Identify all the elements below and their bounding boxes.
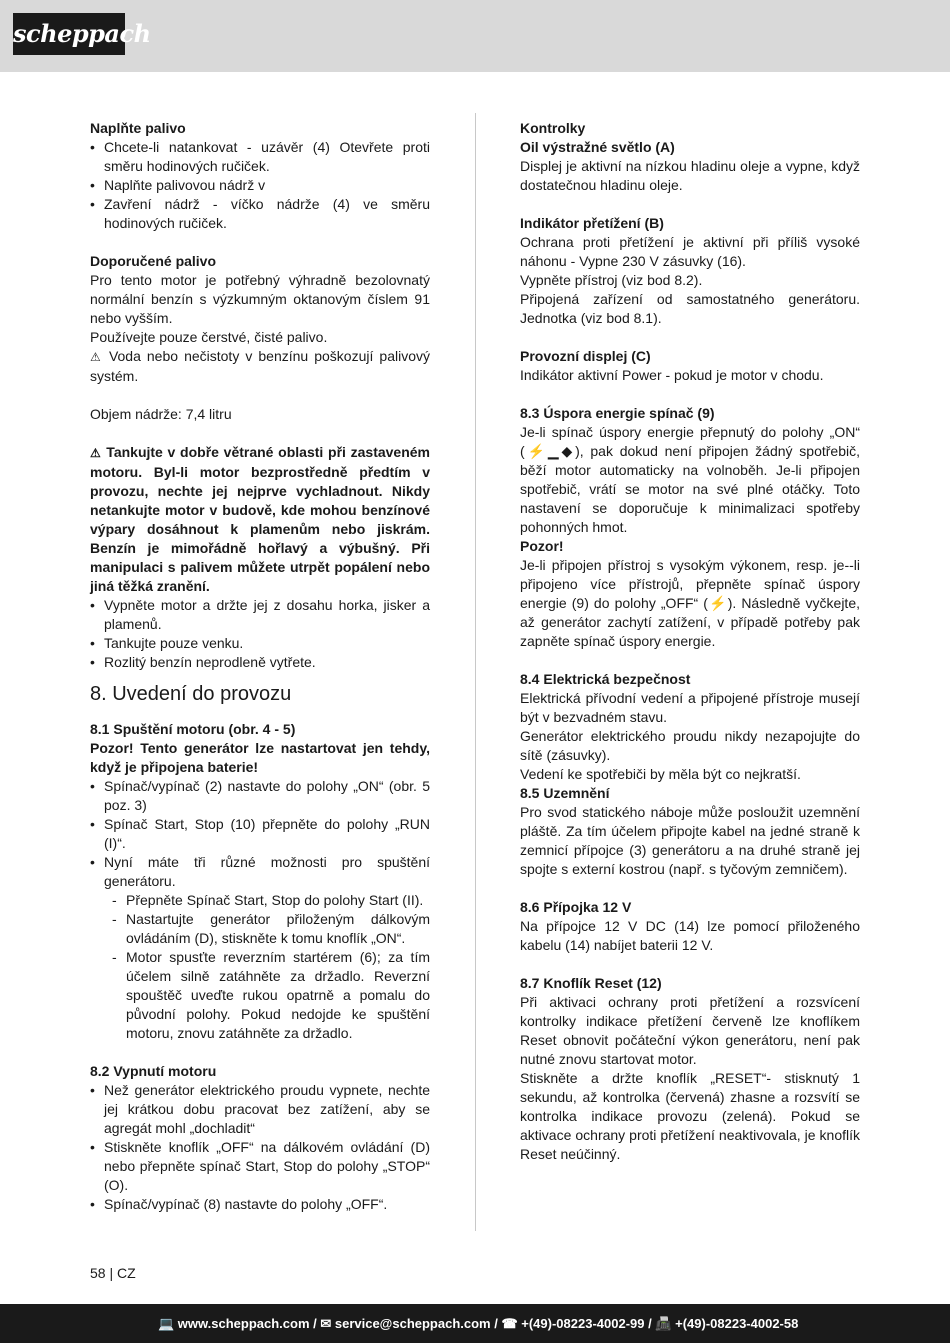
paragraph: Pro svod statického náboje může posloužit uzemnění pláště. Za tím účelem připojte kabel na jedné straně k zemnicí přípojce (3) generátoru a na druhé straně jej spojte s externí kostrou (např. s tyčovým zemničem). xyxy=(520,804,860,877)
list-item: • Tankujte pouze venku. xyxy=(90,634,430,653)
list-item: • Zavření nádrž - víčko nádrže (4) ve směru hodinových ručiček. xyxy=(90,195,430,233)
section-heading: 8. Uvedení do provozu xyxy=(90,683,292,705)
start-options-list xyxy=(90,891,430,1043)
recommended-fuel-heading: Doporučené palivo xyxy=(90,253,217,269)
paragraph: Na přípojce 12 V DC (14) lze pomocí přiloženého kabelu (14) nabíjet baterii 12 V. xyxy=(520,918,860,953)
fuel-list xyxy=(90,138,430,233)
list-item: • Nyní máte tři různé možnosti pro spuštění generátoru. xyxy=(90,853,430,891)
subsection-heading: Oil výstražné světlo (A) xyxy=(520,139,675,155)
list-item: • Než generátor elektrického proudu vypnete, nechte jej krátkou dobu pracovat bez zatížení, aby se agregát mohl „dochladit“ xyxy=(90,1081,430,1138)
subsection-heading: Provozní displej (C) xyxy=(520,348,651,364)
paragraph: Displej je aktivní na nízkou hladinu oleje a vypne, když dostatečnou hladinu oleje. xyxy=(520,158,860,193)
subsection-heading: 8.4 Elektrická bezpečnost xyxy=(520,671,691,687)
subsection-heading: 8.6 Přípojka 12 V xyxy=(520,899,632,915)
list-item: • Spínač/vypínač (2) nastavte do polohy „ON“ (obr. 5 poz. 3) xyxy=(90,777,430,815)
paragraph: Vypněte přístroj (viz bod 8.2). xyxy=(520,272,703,288)
page-footer xyxy=(0,1304,950,1343)
list-item: • Stiskněte knoflík „OFF“ na dálkovém ovládání (D) nebo přepněte spínač Start, Stop do polohy „STOP“ (O). xyxy=(90,1138,430,1195)
stop-list xyxy=(90,1081,430,1214)
fuel-heading: Naplňte palivo xyxy=(90,120,186,136)
subsection-heading: 8.7 Knoflík Reset (12) xyxy=(520,975,662,991)
bold-warning: ⚠ Tankujte v dobře větrané oblasti při zastaveném motoru. Byl-li motor bezprostředně předtím v provozu, nechte jej nejprve vychladnout. Nikdy netankujte motor v budově, kde mohou benzínové výpary dosáhnout k plamenům nebo jiskrám. Benzín je mimořádně hořlavý a výbušný. Při manipulaci s palivem můžete utrpět popálení nebo jiná těžká zranění. xyxy=(90,444,430,594)
paragraph: Používejte pouze čerstvé, čisté palivo. xyxy=(90,329,328,345)
paragraph: Připojená zařízení od samostatného generátoru. Jednotka (viz bod 8.1). xyxy=(520,291,860,326)
paragraph: Je-li spínač úspory energie přepnutý do polohy „ON“ (⚡▁◆), pak dokud není připojen žádný spotřebič, běží motor automaticky na volnoběh. Je-li připojen spotřebič, vrátí se motor na své plné otáčky. Toto nastavení se doporučuje k minimalizaci spotřeby pohonných hmot. xyxy=(520,424,860,535)
subsection-heading: 8.2 Vypnutí motoru xyxy=(90,1063,217,1079)
paragraph: Pro tento motor je potřebný výhradně bezolovnatý normální benzín s výzkumným oktanovým číslem 91 nebo vyšším. xyxy=(90,272,430,326)
subsection-heading: 8.3 Úspora energie spínač (9) xyxy=(520,405,715,421)
paragraph: Stiskněte a držte knoflík „RESET“- stisknutý 1 sekundu, až kontrolka (červená) zhasne a rozsvítí se kontrolka indikace provozu (zelená). Pokud se aktivace ochrany proti přetížení neaktivovala, je knoflík Reset neúčinný. xyxy=(520,1070,860,1162)
left-column xyxy=(90,119,430,1214)
warning-icon: ⚠ xyxy=(90,350,103,364)
subsection-heading: 8.5 Uzemnění xyxy=(520,785,610,801)
contact-info: 💻 www.scheppach.com / ✉ service@scheppach.com / ☎ +(49)-08223-4002-99 / 📠 +(49)-08223-4002-58 xyxy=(158,1316,799,1331)
list-item: • Vypněte motor a držte jej z dosahu horka, jisker a plamenů. xyxy=(90,596,430,634)
indicators-heading: Kontrolky xyxy=(520,120,586,136)
subsection-heading: Indikátor přetížení (B) xyxy=(520,215,664,231)
list-item: • Spínač Start, Stop (10) přepněte do polohy „RUN (I)“. xyxy=(90,815,430,853)
paragraph: Vedení ke spotřebiči by měla být co nejkratší. xyxy=(520,766,801,782)
list-item: • Spínač/vypínač (8) nastavte do polohy „OFF“. xyxy=(90,1195,430,1214)
list-item: - Přepněte Spínač Start, Stop do polohy Start (II). xyxy=(112,891,430,910)
page-header xyxy=(0,0,950,72)
list-item: • Rozlitý benzín neprodleně vytřete. xyxy=(90,653,430,672)
list-item: - Nastartujte generátor přiloženým dálkovým ovládáním (D), stiskněte k tomu knoflík „ON“. xyxy=(112,910,430,948)
right-column xyxy=(520,119,860,1164)
paragraph: Generátor elektrického proudu nikdy nezapojujte do sítě (zásuvky). xyxy=(520,728,860,763)
paragraph: Ochrana proti přetížení je aktivní při příliš vysoké náhonu - Vypne 230 V zásuvky (16). xyxy=(520,234,860,269)
page-number: 58 | CZ xyxy=(90,1265,136,1281)
column-divider xyxy=(475,113,476,1231)
paragraph: Je-li připojen přístroj s vysokým výkonem, resp. je--li připojeno více přístrojů, přepněte spínač úspory energie (9) do polohy „OFF“ (⚡). Následně vyčkejte, až generátor zachytí zatížení, v případě potřeby pak zapněte spínač úspory energie. xyxy=(520,557,860,649)
paragraph: Indikátor aktivní Power - pokud je motor v chodu. xyxy=(520,367,824,383)
warning-list xyxy=(90,596,430,672)
attention-note: Pozor! Tento generátor lze nastartovat jen tehdy, když je připojena baterie! xyxy=(90,740,430,775)
attention-label: Pozor! xyxy=(520,538,564,554)
list-item: • Chcete-li natankovat - uzávěr (4) Otevřete proti směru hodinových ručiček. xyxy=(90,138,430,176)
paragraph: Při aktivaci ochrany proti přetížení a rozsvícení kontrolky indikace přetížení červeně lze knoflíkem Reset obnovit počáteční výkon generátoru, není pak nutné znovu startovat motor. xyxy=(520,994,860,1067)
subsection-heading: 8.1 Spuštění motoru (obr. 4 - 5) xyxy=(90,721,296,737)
tank-volume: Objem nádrže: 7,4 litru xyxy=(90,406,232,422)
warning-paragraph: ⚠ Voda nebo nečistoty v benzínu poškozují palivový systém. xyxy=(90,348,430,384)
warning-icon: ⚠ xyxy=(90,446,102,460)
paragraph: Elektrická přívodní vedení a připojené přístroje musejí být v bezvadném stavu. xyxy=(520,690,860,725)
brand-logo: scheppach xyxy=(13,13,125,55)
list-item: • Naplňte palivovou nádrž v xyxy=(90,176,430,195)
start-list xyxy=(90,777,430,891)
list-item: - Motor spusťte reverzním startérem (6); za tím účelem silně zatáhněte za držadlo. Reverzní spouštěč uveďte rukou opatrně a pomalu do původní polohy. Pokud nedojde ke spuštění motoru, znovu zatáhněte za držadlo. xyxy=(112,948,430,1043)
